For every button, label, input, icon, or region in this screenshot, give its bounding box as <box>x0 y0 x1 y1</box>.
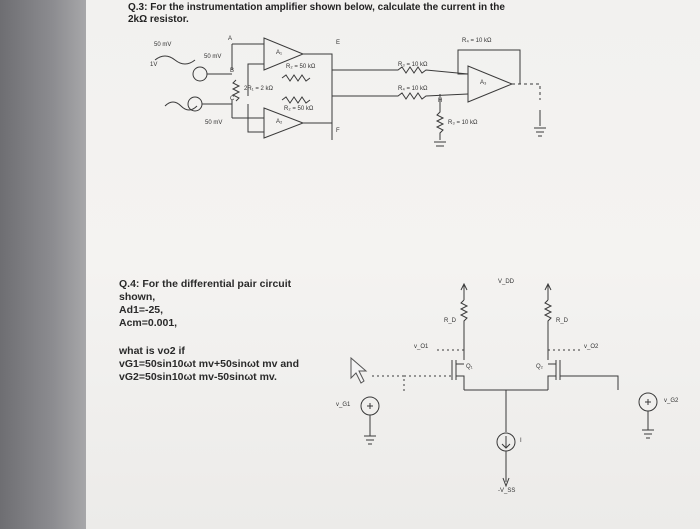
label-vo1: v_O1 <box>414 344 429 350</box>
node-h: H <box>438 98 443 104</box>
question-4-line-1: Q.4: For the differential pair circuit <box>119 278 292 290</box>
question-4-line-4: Acm=0.001, <box>119 317 178 329</box>
label-r1: R₂ = 50 kΩ <box>286 64 316 70</box>
node-c: C <box>230 96 235 102</box>
node-b: B <box>230 68 235 74</box>
label-vg2: v_G2 <box>664 398 679 404</box>
question-3-line-1: Q.3: For the instrumentation amplifier shown below, calculate the current in the <box>128 2 505 13</box>
label-a3: A₃ <box>480 80 487 86</box>
label-a1: A₁ <box>276 50 283 56</box>
label-vdd: V_DD <box>498 279 515 285</box>
label-a2: A₂ <box>276 119 283 125</box>
label-vss: -V_SS <box>498 488 516 494</box>
question-3-line-2: 2kΩ resistor. <box>128 14 189 25</box>
label-v2: 1V <box>150 62 158 68</box>
question-4-line-6: vG1=50sin10ωt mv+50sinωt mv and <box>119 358 299 370</box>
question-4-line-5: what is vo2 if <box>119 345 185 357</box>
label-v3: 50 mV <box>204 54 222 60</box>
question-4-line-7: vG2=50sin10ωt mv-50sinωt mv. <box>119 371 277 383</box>
label-q2: Q₂ <box>536 364 543 370</box>
label-vg1: v_G1 <box>336 402 351 408</box>
label-q1: Q₁ <box>466 364 473 370</box>
question-4-line-3: Ad1=-25, <box>119 304 164 316</box>
label-r2: 2R₁ = 2 kΩ <box>244 86 274 92</box>
node-a: A <box>228 36 233 42</box>
label-rd2: R_D <box>556 318 569 324</box>
label-vo2: v_O2 <box>584 344 599 350</box>
label-r7: R₃ = 10 kΩ <box>448 120 478 126</box>
node-e: E <box>336 40 341 46</box>
label-r5: R₄ = 10 kΩ <box>398 86 428 92</box>
label-r3: R₂ = 50 kΩ <box>284 106 314 112</box>
label-v4: 50 mV <box>205 120 223 126</box>
label-r4: R₃ = 10 kΩ <box>398 62 428 68</box>
label-rd1: R_D <box>444 318 457 324</box>
label-v1: 50 mV <box>154 42 172 48</box>
label-i: I <box>520 438 522 444</box>
label-r6: R₄ = 10 kΩ <box>462 38 492 44</box>
question-4-line-2: shown, <box>119 291 156 303</box>
node-f: F <box>336 128 340 134</box>
